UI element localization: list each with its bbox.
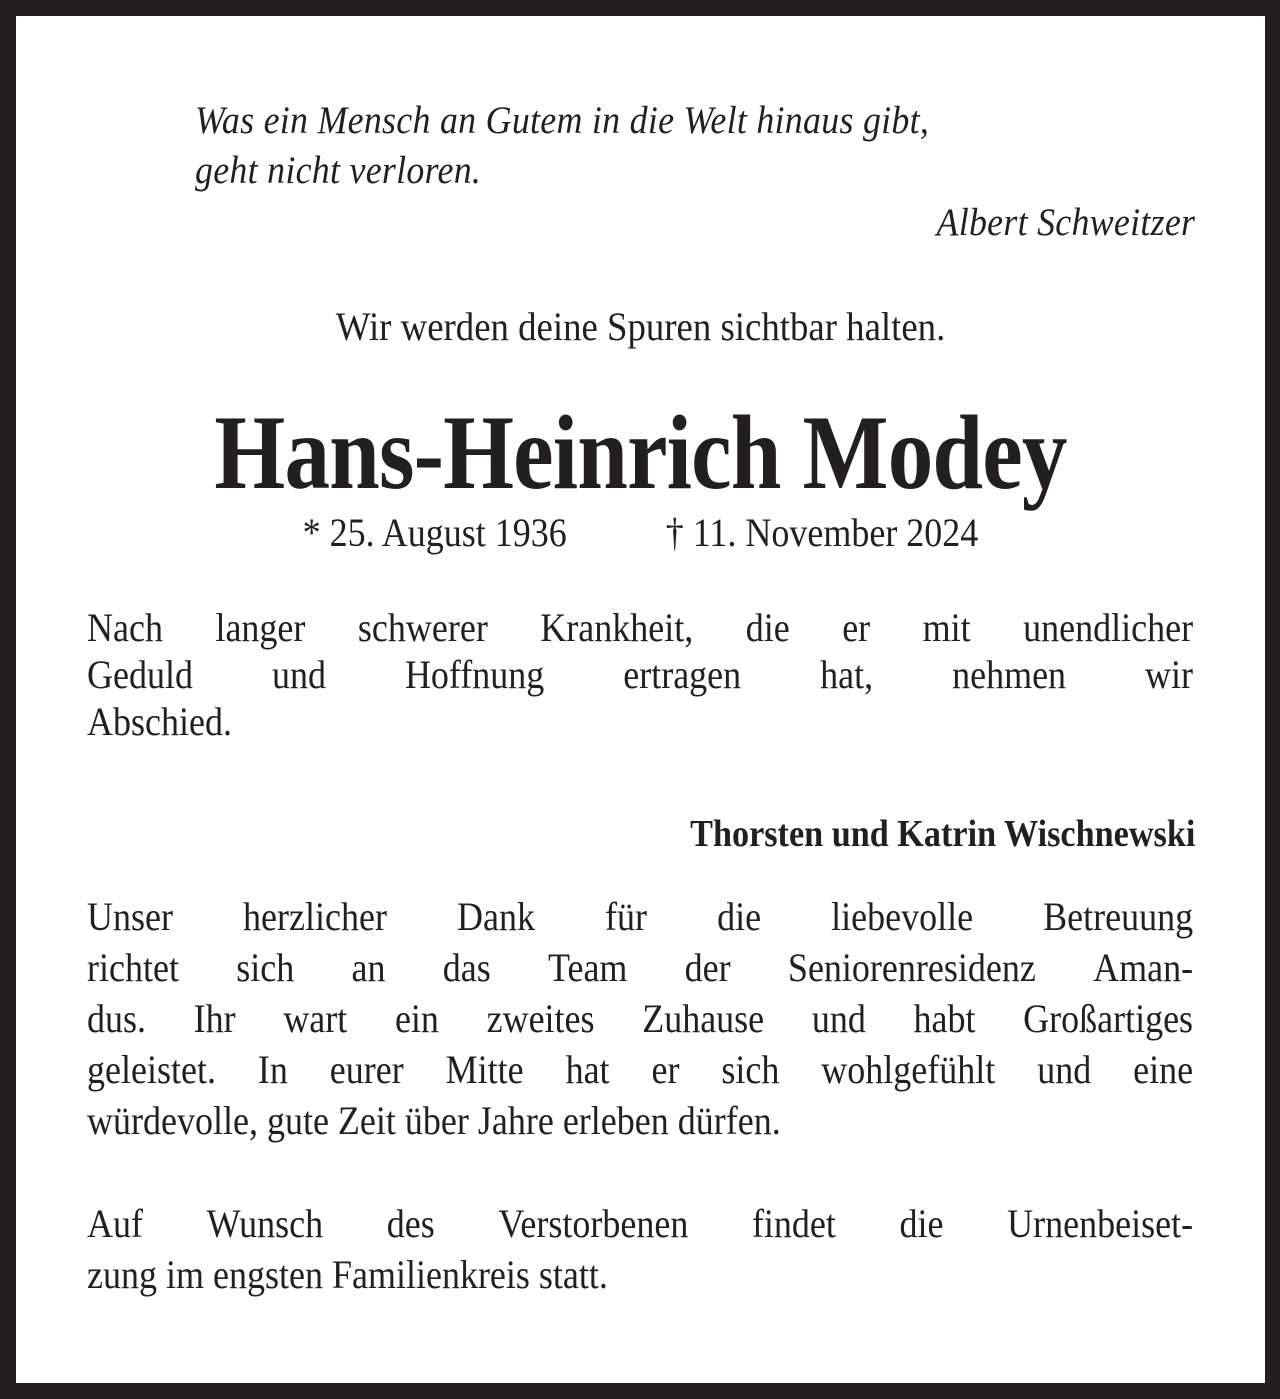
word: ein	[394, 996, 439, 1041]
paragraph-line	[87, 604, 1193, 651]
word: Ihr	[193, 996, 236, 1041]
quote-author: Albert Schweitzer	[936, 201, 1195, 244]
word: und	[1037, 1047, 1092, 1092]
word: Verstorbenen	[498, 1201, 689, 1246]
death-date: † 11. November 2024	[665, 510, 979, 555]
word: wir	[1145, 652, 1194, 697]
word: der	[684, 945, 731, 990]
epigraph-quote	[195, 96, 1115, 196]
word: Auf	[87, 1201, 143, 1246]
word: Dank	[456, 894, 535, 939]
paragraph-line	[87, 891, 1193, 942]
paragraph-line	[87, 1198, 1193, 1249]
word: hat,	[820, 652, 874, 697]
word: nehmen	[952, 652, 1067, 697]
word: zweites	[486, 996, 595, 1041]
paragraph-line: würdevolle, gute Zeit über Jahre erleben dürfen.	[87, 1098, 781, 1143]
word: mit	[922, 605, 971, 650]
paragraph-line	[87, 651, 1193, 698]
paragraph-line	[87, 1044, 1193, 1095]
word: die	[745, 605, 790, 650]
word: die	[899, 1201, 944, 1246]
word: des	[386, 1201, 435, 1246]
word: unendlicher	[1023, 605, 1194, 650]
word: und	[271, 652, 326, 697]
word: Urnenbeiset-	[1007, 1201, 1194, 1246]
word: Großartiges	[1023, 996, 1194, 1041]
word: er	[651, 1047, 680, 1092]
word: dus.	[87, 996, 147, 1041]
word: Zuhause	[642, 996, 765, 1041]
word: das	[442, 945, 491, 990]
word: schwerer	[357, 605, 488, 650]
word: hat	[565, 1047, 610, 1092]
word: Aman-	[1093, 945, 1194, 990]
word: findet	[751, 1201, 836, 1246]
motto: Wir werden deine Spuren sichtbar halten.	[335, 304, 946, 349]
word: wohlgefühlt	[821, 1047, 996, 1092]
word: Unser	[87, 894, 173, 939]
deceased-name: Hans-Heinrich Modey	[214, 394, 1067, 511]
paragraph-line	[87, 993, 1193, 1044]
word: Team	[547, 945, 628, 990]
word: ertragen	[623, 652, 742, 697]
word: Wunsch	[206, 1201, 324, 1246]
paragraph-line: Abschied.	[87, 699, 232, 744]
word: für	[605, 894, 648, 939]
word: Seniorenresidenz	[787, 945, 1036, 990]
word: In	[257, 1047, 288, 1092]
word: und	[811, 996, 866, 1041]
word: er	[842, 605, 871, 650]
word: geleistet.	[87, 1047, 216, 1092]
paragraph-line: zung im engsten Familienkreis statt.	[87, 1252, 608, 1297]
burial-paragraph	[87, 1198, 1193, 1300]
word: langer	[215, 605, 306, 650]
life-dates	[78, 508, 1202, 558]
word: herzlicher	[243, 894, 387, 939]
word: Hoffnung	[404, 652, 545, 697]
word: wart	[283, 996, 348, 1041]
word: liebevolle	[831, 894, 974, 939]
word: Mitte	[445, 1047, 524, 1092]
obituary-notice	[16, 16, 1265, 1383]
quote-line: Was ein Mensch an Gutem in die Welt hinaus gibt,	[195, 99, 930, 142]
thanks-paragraph	[87, 891, 1193, 1146]
word: Betreuung	[1043, 894, 1194, 939]
word: eine	[1133, 1047, 1194, 1092]
word: Nach	[87, 605, 163, 650]
paragraph-line	[87, 942, 1193, 993]
word: richtet	[87, 945, 179, 990]
birth-date: * 25. August 1936	[302, 510, 567, 555]
word: Geduld	[87, 652, 193, 697]
quote-line: geht nicht verloren.	[195, 149, 482, 192]
word: an	[351, 945, 386, 990]
word: eurer	[329, 1047, 404, 1092]
word: habt	[913, 996, 976, 1041]
signers: Thorsten und Katrin Wischnewski	[689, 813, 1195, 855]
word: sich	[721, 1047, 780, 1092]
word: Krankheit,	[540, 605, 694, 650]
announcement-paragraph	[87, 604, 1193, 745]
word: die	[717, 894, 762, 939]
word: sich	[236, 945, 295, 990]
